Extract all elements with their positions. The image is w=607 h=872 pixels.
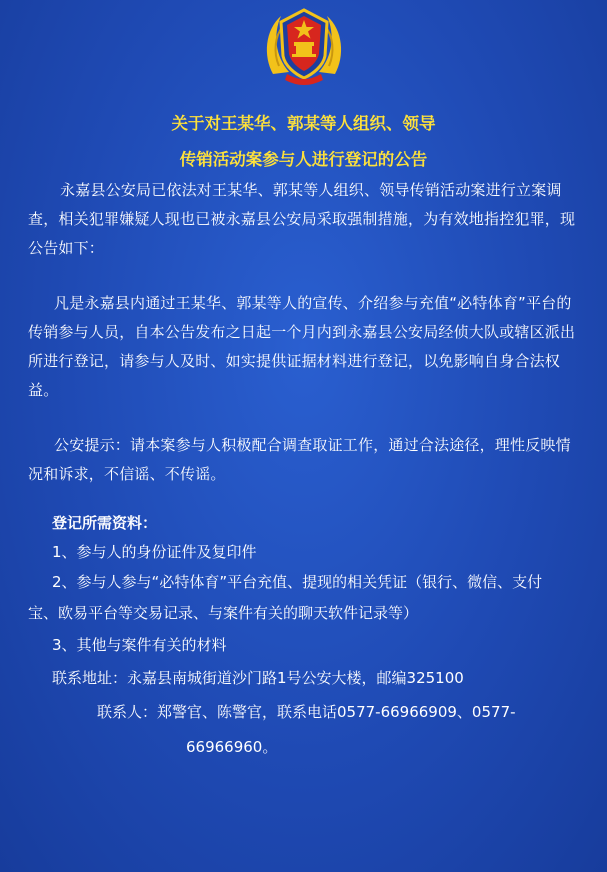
materials-item-3: 3、其他与案件有关的材料 xyxy=(52,636,227,654)
paragraph-police-tip xyxy=(28,431,583,489)
materials-heading: 登记所需资料： xyxy=(52,514,158,532)
police-emblem-icon xyxy=(259,4,349,88)
contact-people-line-2: 66966960。 xyxy=(186,738,278,756)
notice-title-line-2: 传销活动案参与人进行登记的公告 xyxy=(179,150,428,169)
notice-title-line-1: 关于对王某华、郭某等人组织、领导 xyxy=(171,114,436,133)
paragraph-intro-text: 永嘉县公安局已依法对王某华、郭某等人组织、领导传销活动案进行立案调查，相关犯罪嫌疑人现也已被永嘉县公安局采取强制措施，为有效地指控犯罪，现公告如下： xyxy=(28,181,576,257)
paragraph-registration xyxy=(28,289,583,405)
contact-address: 联系地址：永嘉县南城街道沙门路1号公安大楼，邮编325100 xyxy=(52,669,464,687)
materials-item-2-line-2: 宝、欧易平台等交易记录、与案件有关的聊天软件记录等） xyxy=(28,604,419,622)
paragraph-police-tip-text: 公安提示：请本案参与人积极配合调查取证工作，通过合法途径，理性反映情况和诉求，不信谣、不传谣。 xyxy=(28,436,571,483)
materials-item-1: 1、参与人的身份证件及复印件 xyxy=(52,543,257,561)
materials-item-2-line-1: 2、参与人参与“必特体育”平台充值、提现的相关凭证（银行、微信、支付 xyxy=(52,573,543,591)
paragraph-registration-text: 凡是永嘉县内通过王某华、郭某等人的宣传、介绍参与充值“必特体育”平台的传销参与人员，自本公告发布之日起一个月内到永嘉县公安局经侦大队或辖区派出所进行登记，请参与人及时、如实提供证据材料进行登记，以免影响自身合法权益。 xyxy=(28,294,576,399)
contact-people-line-1: 联系人：郑警官、陈警官，联系电话0577-66966909、0577- xyxy=(97,703,516,721)
paragraph-intro xyxy=(28,176,583,263)
